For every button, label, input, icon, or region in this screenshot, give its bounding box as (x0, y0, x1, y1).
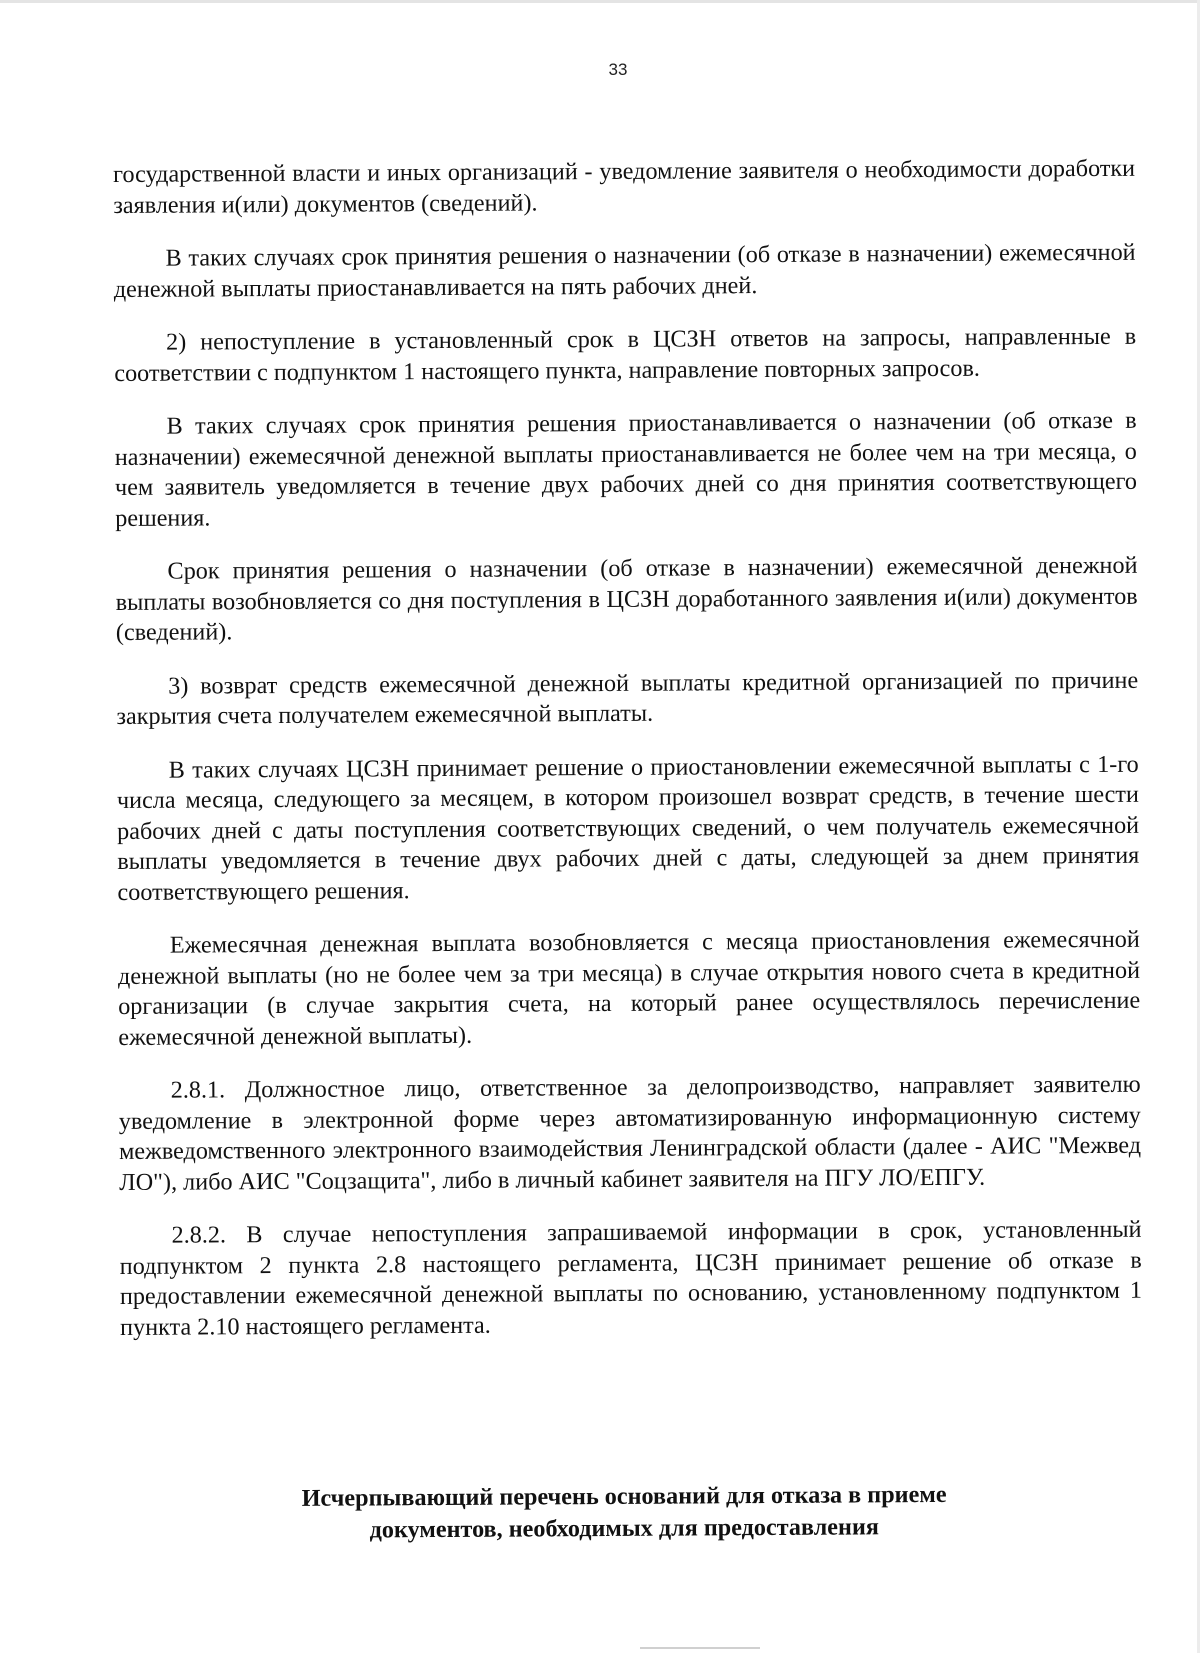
page-number: 33 (608, 60, 628, 79)
paragraph-2-8-2: 2.8.2. В случае непоступления запрашиваемой информации в срок, установленный подпунктом 2 пункта 2.8 настоящего регламента, ЦСЗН принимает решение об отказе в предоставлении ежемесячной денежной выплаты по основанию, установленному подпунктом 1 пункта 2.10 настоящего регламента. (119, 1215, 1143, 1341)
paragraph: 2) непоступление в установленный срок в ЦСЗН ответов на запросы, направленные в соответствии с подпунктом 1 настоящего пункта, направление повторных запросов. (114, 322, 1137, 387)
paragraph: Ежемесячная денежная выплата возобновляется с месяца приостановления ежемесячной денежной выплаты (но не более чем за три месяца) в случае открытия нового счета в кредитной организации (в случае закрытия счета, на который ранее осуществлялось перечисление ежемесячной денежной выплаты). (117, 925, 1141, 1051)
document-body (113, 154, 1142, 1366)
scan-mark (640, 1647, 760, 1649)
heading-line-1: Исчерпывающий перечень оснований для отказа в приеме (301, 1480, 947, 1512)
paragraph: Срок принятия решения о назначении (об отказе в назначении) ежемесячной денежной выплаты возобновляется со дня поступления в ЦСЗН доработанного заявления и(или) документов (сведений). (115, 551, 1138, 646)
paragraph: В таких случаях срок принятия решения приостанавливается о назначении (об отказе в назначении) ежемесячной денежной выплаты приостанавливается не более чем на три месяца, о чем заявитель уведомляется в течение двух рабочих дней со дня принятия соответствующего решения. (114, 406, 1138, 532)
heading-line-2: документов, необходимых для предоставления (369, 1513, 880, 1544)
section-heading (113, 1478, 1135, 1548)
scan-edge-top (0, 0, 1200, 3)
paragraph: 3) возврат средств ежемесячной денежной выплаты кредитной организацией по причине закрытия счета получателем ежемесячной выплаты. (116, 666, 1139, 730)
paragraph: В таких случаях ЦСЗН принимает решение о приостановлении ежемесячной выплаты с 1-го числа месяца, следующего за месяцем, в котором произошел возврат средств, в течение шести рабочих дней с даты поступления соответствующих сведений, о чем получатель ежемесячной выплаты уведомляется в течение двух рабочих дней с даты, следующей за днем принятия соответствующего решения. (116, 750, 1140, 906)
paragraph-continuation: государственной власти и иных организаций - уведомление заявителя о необходимости доработки заявления и(или) документов (сведений). (113, 154, 1136, 219)
paragraph-2-8-1: 2.8.1. Должностное лицо, ответственное за делопроизводство, направляет заявителю уведомление в электронной форме через автоматизированную информационную систему межведомственного электронного взаимодействия Ленинградской области (далее - АИС "Межвед ЛО"), либо АИС "Соцзащита", либо в личный кабинет заявителя на ПГУ ЛО/ЕПГУ. (118, 1070, 1142, 1196)
paragraph: В таких случаях срок принятия решения о назначении (об отказе в назначении) ежемесячной денежной выплаты приостанавливается на пять рабочих дней. (113, 238, 1136, 303)
